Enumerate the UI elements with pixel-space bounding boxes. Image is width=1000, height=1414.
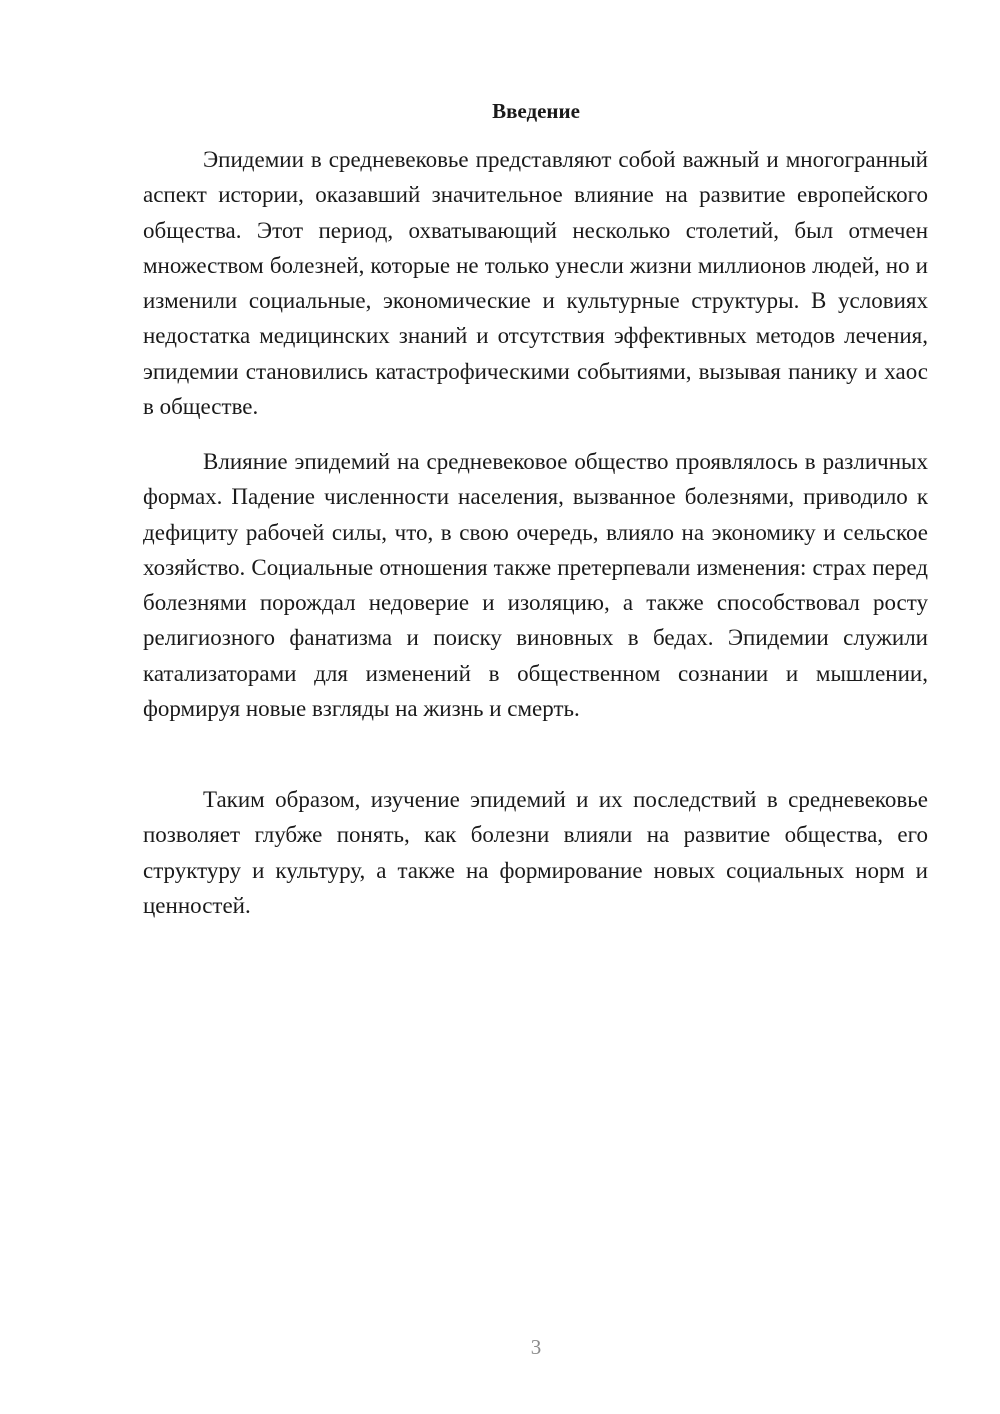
paragraph-2: Влияние эпидемий на средневековое общество проявлялось в различных формах. Падение численности населения, вызванное болезнями, приводило к дефициту рабочей силы, что, в свою очередь, влияло на экономику и сельское хозяйство. Социальные отношения также претерпевали изменения: страх перед болезнями порождал недоверие и изоляцию, а также способствовал росту религиозного фанатизма и поиску виновных в бедах. Эпидемии служили катализаторами для изменений в общественном сознании и мышлении, формируя новые взгляды на жизнь и смерть. [143, 449, 928, 722]
page-number: 3 [530, 1335, 542, 1359]
paragraph-3: Таким образом, изучение эпидемий и их последствий в средневековье позволяет глубже понять, как болезни влияли на развитие общества, его структуру и культуру, а также на формирование новых социальных норм и ценностей. [143, 787, 928, 918]
paragraph-1: Эпидемии в средневековье представляют собой важный и многогранный аспект истории, оказавший значительное влияние на развитие европейского общества. Этот период, охватывающий несколько столетий, был отмечен множеством болезней, которые не только унесли жизни миллионов людей, но и изменили социальные, экономические и культурные структуры. В условиях недостатка медицинских знаний и отсутствия эффективных методов лечения, эпидемии становились катастрофическими событиями, вызывая панику и хаос в обществе. [143, 147, 928, 420]
section-title: Введение [492, 99, 580, 123]
